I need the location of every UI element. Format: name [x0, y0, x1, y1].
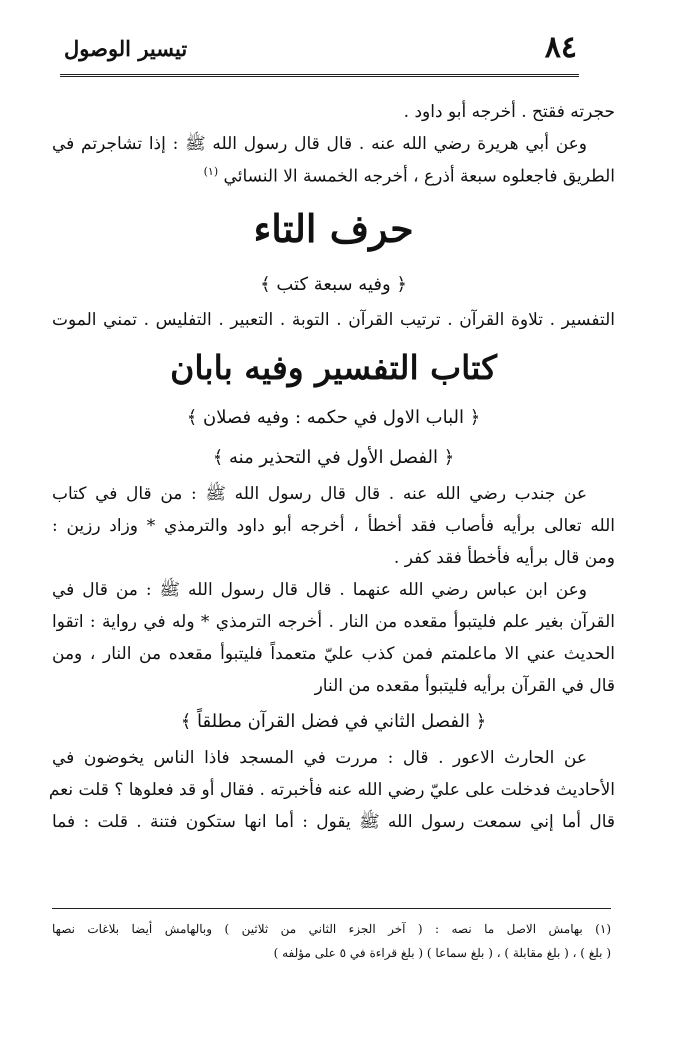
heading-section-1-text: ﴿ الفصل الأول في التحذير منه ﴾ — [212, 447, 455, 468]
running-title: تيسير الوصول — [64, 36, 188, 61]
text-line — [52, 128, 615, 160]
heading-books-count — [52, 266, 615, 304]
heading-chapter — [52, 398, 615, 438]
text-line — [52, 638, 615, 670]
footnote-line — [52, 941, 611, 965]
footnote-line — [52, 917, 611, 941]
text-line-13: قال أما إني سمعت رسول الله ﷺ يقول : أما انها ستكون فتنة . قلت : فما — [52, 811, 615, 832]
text-line-5: الله تعالى برأيه فأصاب فقد أخطأ ، أخرجه أبو داود والترمذي * وزاد رزين : — [52, 515, 615, 536]
text-line-12: الأحاديث فدخلت على عليّ رضي الله عنه فأخبرته . فقال أو قد فعلوها ؟ قلت نعم — [48, 779, 615, 800]
footnote-line-1: (١) بهامش الاصل ما نصه : ( آخر الجزء الثاني من ثلاثين ) وبالهامش أيضا بلاغات نصها — [52, 922, 611, 936]
text-line-6: ومن قال برأيه فأخطأ فقد كفر . — [393, 547, 615, 568]
heading-chapter-text: ﴿ الباب الاول في حكمه : وفيه فصلان ﴾ — [186, 407, 481, 428]
footnote-marker: (١) — [203, 165, 219, 179]
heading-book-text: كتاب التفسير وفيه بابان — [170, 347, 497, 387]
text-line — [52, 510, 615, 542]
text-line — [52, 742, 615, 774]
books-list — [52, 304, 615, 336]
text-line — [52, 160, 615, 192]
text-line — [52, 542, 615, 574]
page-number: ٨٤ — [544, 30, 577, 65]
text-line-11: عن الحارث الاعور . قال : مررت في المسجد فاذا الناس يخوضون في — [52, 747, 587, 768]
heading-section-2-text: ﴿ الفصل الثاني في فضل القرآن مطلقاً ﴾ — [180, 711, 487, 732]
text-line — [52, 806, 615, 838]
text-line-10: قال في القرآن برأيه فليتبوأ مقعده من النار — [314, 675, 615, 696]
heading-section-2 — [52, 702, 615, 742]
heading-book — [52, 336, 615, 398]
heading-books-count-text: ﴿ وفيه سبعة كتب ﴾ — [260, 274, 407, 295]
text-line — [52, 574, 615, 606]
heading-letter — [52, 192, 615, 266]
heading-letter-text: حرف التاء — [253, 206, 414, 251]
page-body — [48, 96, 615, 838]
text-line-3-body: الطريق فاجعلوه سبعة أذرع ، أخرجه الخمسة الا النسائي — [223, 166, 615, 187]
text-line — [52, 478, 615, 510]
text-line — [48, 774, 615, 806]
text-line-2: وعن أبي هريرة رضي الله عنه . قال قال رسول الله ﷺ : إذا تشاجرتم في — [52, 133, 587, 154]
text-line-4: عن جندب رضي الله عنه . قال قال رسول الله ﷺ : من قال في كتاب — [52, 483, 587, 504]
text-line — [52, 96, 615, 128]
footnotes — [52, 908, 611, 965]
text-line-9: الحديث عني الا ماعلمتم فمن كذب عليّ متعمداً فليتبوأ مقعده من النار ، ومن — [52, 643, 615, 664]
footnote-line-2: ( بلغ ) ، ( بلغ مقابلة ) ، ( بلغ سماعا ) ( بلغ قراءة في ٥ على مؤلفه ) — [273, 946, 611, 960]
books-list-text: التفسير . تلاوة القرآن . ترتيب القرآن . التوبة . التعبير . التفليس . تمني الموت — [52, 309, 615, 330]
heading-section-1 — [52, 438, 615, 478]
text-line-3 — [204, 166, 615, 186]
text-line — [52, 606, 615, 638]
text-line — [52, 670, 615, 702]
text-line-7: وعن ابن عباس رضي الله عنهما . قال قال رسول الله ﷺ : من قال في — [52, 579, 587, 600]
page-header — [60, 26, 579, 77]
text-line-8: القرآن بغير علم فليتبوأ مقعده من النار . أخرجه الترمذي * وله في رواية : اتقوا — [52, 611, 615, 632]
text-line-1: حجرته فقتح . أخرجه أبو داود . — [403, 101, 615, 122]
